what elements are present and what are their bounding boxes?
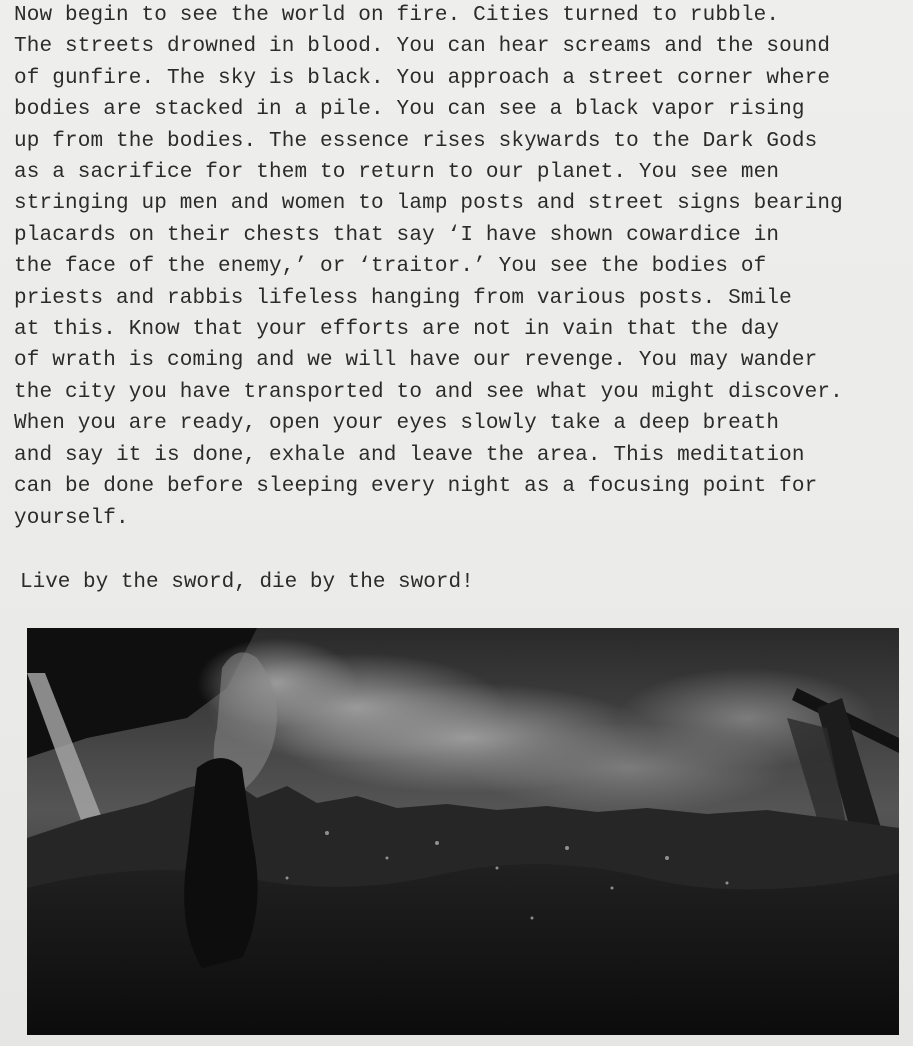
paragraph-line: of gunfire. The sky is black. You approach a street corner where xyxy=(14,66,831,90)
paragraph-line: up from the bodies. The essence rises skywards to the Dark Gods xyxy=(14,129,818,153)
paragraph-line: Now begin to see the world on fire. Cities turned to rubble. xyxy=(14,4,780,27)
paragraph-line: can be done before sleeping every night as a focusing point for xyxy=(14,475,818,499)
paragraph-line: yourself. xyxy=(14,506,129,530)
paragraph-line: When you are ready, open your eyes slowly take a deep breath xyxy=(14,412,780,436)
paragraph-line: placards on their chests that say ‘I have shown cowardice in xyxy=(14,223,780,247)
paragraph-line: as a sacrifice for them to return to our planet. You see men xyxy=(14,161,780,185)
paragraph-line: The streets drowned in blood. You can hear screams and the sound xyxy=(14,35,831,59)
closing-line: Live by the sword, die by the sword! xyxy=(20,571,474,594)
paragraph-line: bodies are stacked in a pile. You can see a black vapor rising xyxy=(14,98,805,122)
paragraph-line: and say it is done, exhale and leave the area. This meditation xyxy=(14,443,805,467)
paragraph-line: of wrath is coming and we will have our revenge. You may wander xyxy=(14,349,818,373)
burning-city-photo xyxy=(27,628,899,1035)
paragraph-line: stringing up men and women to lamp posts and street signs bearing xyxy=(14,192,843,216)
meditation-paragraph xyxy=(14,0,904,534)
paragraph-line: at this. Know that your efforts are not in vain that the day xyxy=(14,318,780,342)
paragraph-line: priests and rabbis lifeless hanging from various posts. Smile xyxy=(14,286,792,310)
paragraph-line: the city you have transported to and see what you might discover. xyxy=(14,380,843,404)
paragraph-line: the face of the enemy,’ or ‘traitor.’ You see the bodies of xyxy=(14,255,767,279)
